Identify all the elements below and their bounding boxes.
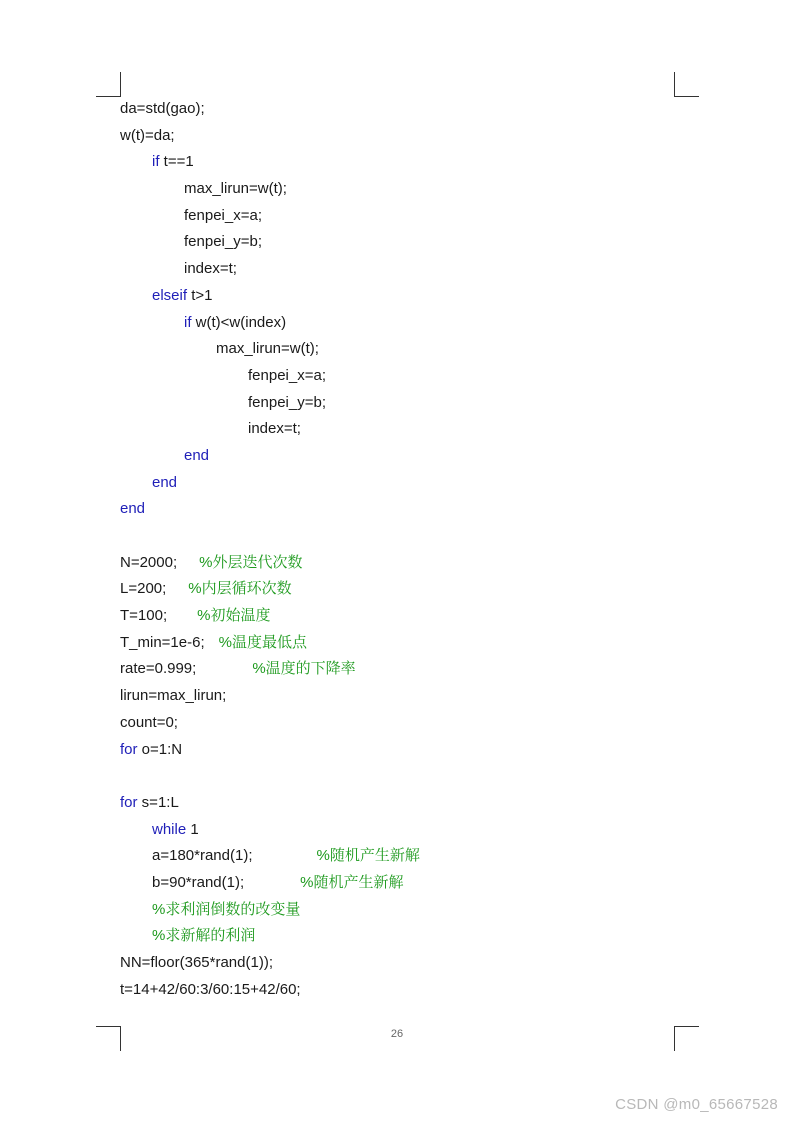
code-line bbox=[120, 977, 680, 1004]
code-text: w(t)=da; bbox=[120, 126, 175, 144]
code-text: rate=0.999; bbox=[120, 660, 197, 678]
code-text: s=1:L bbox=[137, 793, 179, 811]
keyword: end bbox=[152, 473, 178, 491]
code-line bbox=[120, 229, 680, 256]
code-line bbox=[120, 843, 680, 870]
keyword: while bbox=[152, 820, 187, 838]
code-line bbox=[120, 336, 680, 363]
code-block bbox=[120, 96, 680, 1003]
code-line bbox=[120, 817, 680, 844]
keyword: if bbox=[184, 313, 192, 331]
code-line bbox=[120, 897, 680, 924]
code-line bbox=[120, 550, 680, 577]
code-line bbox=[120, 363, 680, 390]
code-text: fenpei_x=a; bbox=[184, 206, 262, 224]
code-text: da=std(gao); bbox=[120, 100, 205, 117]
crop-mark-top-right bbox=[674, 72, 699, 97]
code-text: count=0; bbox=[120, 713, 178, 731]
code-text: b=90*rand(1); bbox=[152, 873, 245, 891]
comment: %求利润倒数的改变量 bbox=[152, 900, 301, 918]
code-text: max_lirun=w(t); bbox=[184, 180, 287, 198]
code-line bbox=[120, 123, 680, 150]
code-text: o=1:N bbox=[137, 740, 183, 758]
code-line bbox=[120, 443, 680, 470]
code-text: N=2000; bbox=[120, 553, 178, 571]
code-line bbox=[120, 790, 680, 817]
code-line bbox=[120, 416, 680, 443]
code-line bbox=[120, 256, 680, 283]
code-text: t=14+42/60:3/60:15+42/60; bbox=[120, 980, 301, 998]
keyword: end bbox=[184, 446, 210, 464]
code-line bbox=[120, 683, 680, 710]
code-line bbox=[120, 656, 680, 683]
code-text: T=100; bbox=[120, 607, 168, 625]
code-text: t==1 bbox=[159, 153, 194, 171]
code-line bbox=[120, 576, 680, 603]
code-line bbox=[120, 176, 680, 203]
code-text: max_lirun=w(t); bbox=[216, 340, 319, 358]
code-text: index=t; bbox=[184, 260, 237, 278]
comment: %内层循环次数 bbox=[188, 580, 292, 598]
code-text: T_min=1e-6; bbox=[120, 633, 205, 651]
code-line bbox=[120, 603, 680, 630]
code-line bbox=[120, 203, 680, 230]
keyword: elseif bbox=[152, 286, 188, 304]
code-text: lirun=max_lirun; bbox=[120, 687, 227, 705]
code-text: fenpei_y=b; bbox=[184, 233, 262, 251]
code-line bbox=[120, 470, 680, 497]
code-line bbox=[120, 283, 680, 310]
code-line bbox=[120, 870, 680, 897]
comment: %随机产生新解 bbox=[300, 873, 404, 891]
code-line bbox=[120, 149, 680, 176]
code-line bbox=[120, 310, 680, 337]
comment: %外层迭代次数 bbox=[199, 553, 303, 571]
keyword: if bbox=[152, 153, 160, 171]
code-line bbox=[120, 390, 680, 417]
comment: %初始温度 bbox=[197, 607, 271, 625]
comment: %温度最低点 bbox=[218, 633, 307, 651]
code-text: 1 bbox=[186, 820, 199, 838]
comment: %随机产生新解 bbox=[316, 847, 420, 865]
keyword: for bbox=[120, 740, 138, 758]
code-text: fenpei_y=b; bbox=[248, 393, 326, 411]
code-line bbox=[120, 737, 680, 764]
code-line bbox=[120, 630, 680, 657]
code-line bbox=[120, 923, 680, 950]
code-text: w(t)<w(index) bbox=[191, 313, 287, 331]
code-text: fenpei_x=a; bbox=[248, 366, 326, 384]
comment: %温度的下降率 bbox=[252, 660, 356, 678]
code-line bbox=[120, 950, 680, 977]
page-number: 26 bbox=[390, 1028, 404, 1040]
code-text: t>1 bbox=[187, 286, 213, 304]
code-line bbox=[120, 496, 680, 523]
code-line bbox=[120, 96, 680, 123]
blank-line bbox=[120, 763, 680, 790]
watermark: CSDN @m0_65667528 bbox=[615, 1096, 778, 1113]
code-text: index=t; bbox=[248, 420, 301, 438]
code-text: NN=floor(365*rand(1)); bbox=[120, 954, 273, 971]
keyword: end bbox=[120, 500, 146, 518]
blank-line bbox=[120, 523, 680, 550]
code-text: a=180*rand(1); bbox=[152, 847, 253, 865]
keyword: for bbox=[120, 793, 138, 811]
crop-mark-top-left bbox=[96, 72, 121, 97]
code-line bbox=[120, 710, 680, 737]
comment: %求新解的利润 bbox=[152, 927, 256, 945]
code-text: L=200; bbox=[120, 580, 167, 598]
